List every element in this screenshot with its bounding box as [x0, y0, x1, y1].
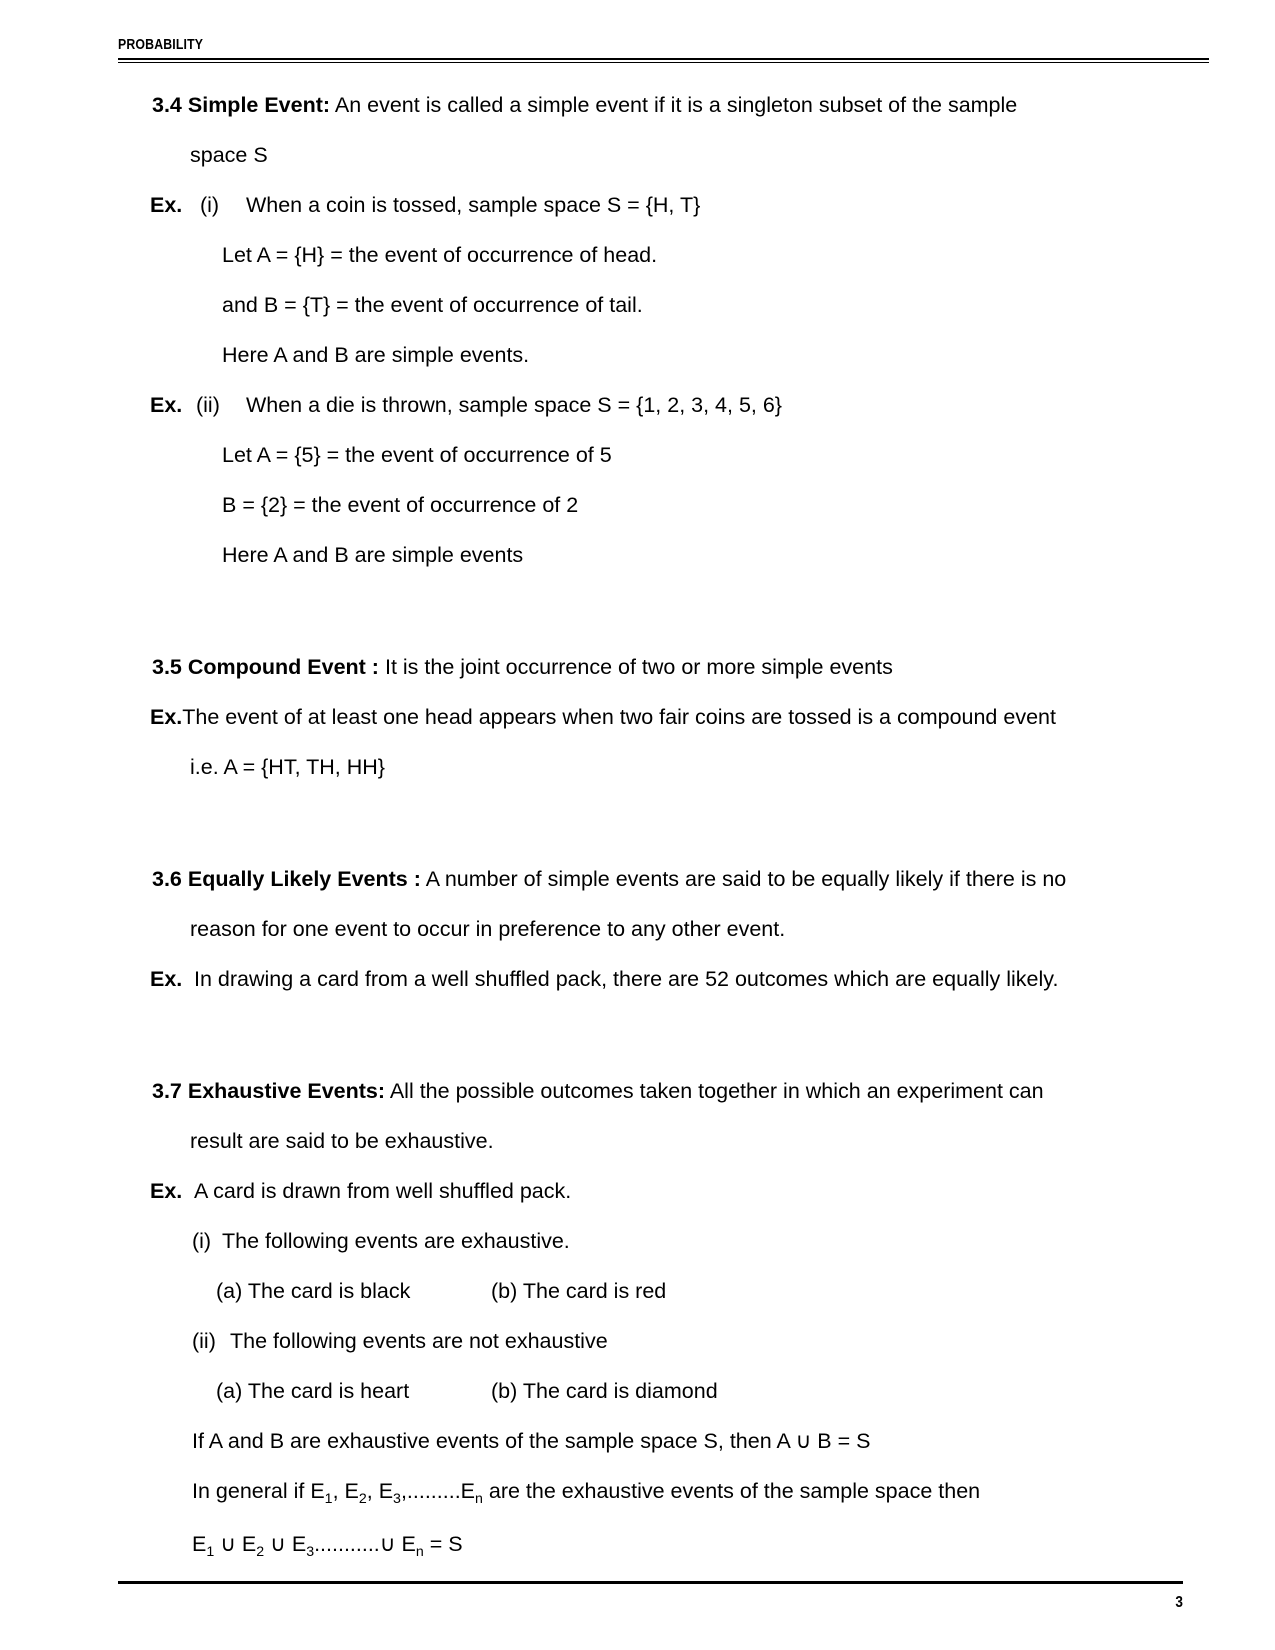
subscript-2: 2	[358, 1490, 367, 1507]
section-3-7-title: Exhaustive Events:	[187, 1079, 386, 1103]
list-option-b: (b) The card is diamond	[491, 1379, 718, 1403]
example-label: Ex.	[150, 1179, 183, 1203]
page-body	[118, 80, 1183, 1572]
section-gap	[118, 792, 1183, 854]
example-3-4-ii	[118, 380, 1183, 430]
list-intro-text: The following events are not exhaustive	[230, 1329, 608, 1353]
example-3-5-detail-1: i.e. A = {HT, TH, HH}	[190, 755, 385, 779]
list-numeral: (i)	[192, 1229, 212, 1253]
section-3-5-heading	[118, 642, 1183, 692]
section-3-7-definition-line1: All the possible outcomes taken together in which an experiment can	[389, 1079, 1044, 1103]
section-3-6-heading	[118, 854, 1183, 904]
example-3-7	[118, 1166, 1183, 1216]
list-numeral: (ii)	[192, 1329, 216, 1353]
page-header	[118, 36, 1183, 66]
example-numeral: (i)	[199, 193, 220, 217]
section-3-5-number: 3.5	[152, 655, 182, 679]
example-statement: The event of at least one head appears when two fair coins are tossed is a compound event	[182, 705, 1056, 729]
section-3-5-definition-line1: It is the joint occurrence of two or more simple events	[384, 655, 893, 679]
subscript-1: 1	[206, 1543, 215, 1560]
two-event-exhaustive-rule: If A and B are exhaustive events of the sample space S, then A ∪ B = S	[192, 1429, 871, 1453]
example-3-4-i-detail-2: and B = {T} = the event of occurrence of tail.	[222, 293, 643, 317]
page-number: 3	[1175, 1594, 1183, 1611]
example-statement: When a coin is tossed, sample space S = {H, T}	[245, 193, 701, 217]
header-divider	[118, 58, 1209, 63]
example-numeral: (ii)	[195, 393, 220, 417]
list-i-options	[118, 1266, 1183, 1316]
example-label: Ex.	[150, 967, 183, 991]
section-3-7-definition-line2: result are said to be exhaustive.	[190, 1129, 494, 1153]
page-footer	[118, 1581, 1183, 1612]
example-label: Ex.	[150, 393, 183, 417]
section-3-4-heading	[118, 80, 1183, 130]
example-3-4-i-detail-3: Here A and B are simple events.	[222, 343, 530, 367]
example-3-4-ii-detail-3: Here A and B are simple events	[222, 543, 524, 567]
section-3-6-definition-line2: reason for one event to occur in preference to any other event.	[190, 917, 786, 941]
section-3-4-definition-line2: space S	[190, 143, 268, 167]
section-3-5-title: Compound Event :	[187, 655, 379, 679]
example-3-4-i-detail-1: Let A = {H} = the event of occurrence of head.	[222, 243, 658, 267]
subscript-n: n	[475, 1490, 483, 1507]
section-3-6-definition-line1: A number of simple events are said to be equally likely if there is no	[425, 867, 1067, 891]
list-i-intro	[118, 1216, 1183, 1266]
subscript-3: 3	[393, 1490, 401, 1507]
subscript-1: 1	[324, 1490, 333, 1507]
example-3-4-ii-detail-1: Let A = {5} = the event of occurrence of 5	[222, 443, 612, 467]
section-3-4-number: 3.4	[152, 93, 182, 117]
example-3-4-i	[118, 180, 1183, 230]
example-3-4-ii-detail-2: B = {2} = the event of occurrence of 2	[222, 493, 579, 517]
section-3-4-title: Simple Event:	[187, 93, 331, 117]
list-intro-text: The following events are exhaustive.	[222, 1229, 570, 1253]
list-option-b: (b) The card is red	[491, 1279, 667, 1303]
footer-divider	[118, 1581, 1183, 1584]
subscript-3: 3	[306, 1543, 315, 1560]
section-3-6-number: 3.6	[152, 867, 182, 891]
example-statement: A card is drawn from well shuffled pack.	[194, 1179, 572, 1203]
example-label: Ex.	[150, 705, 183, 729]
section-3-4-definition-line1: An event is called a simple event if it is a singleton subset of the sample	[334, 93, 1018, 117]
list-option-a: (a) The card is black	[216, 1279, 411, 1303]
example-label: Ex.	[150, 193, 183, 217]
list-ii-options	[118, 1366, 1183, 1416]
example-3-5	[118, 692, 1183, 742]
example-3-6	[118, 954, 1183, 1004]
section-gap	[118, 1004, 1183, 1066]
example-statement: When a die is thrown, sample space S = {1, 2, 3, 4, 5, 6}	[245, 393, 782, 417]
section-gap	[118, 580, 1183, 642]
exhaustive-union-formula: $E_1$ ∪ $E_2$ ∪ $E_3...........\cup$ $E_n = S$	[192, 1532, 463, 1560]
subscript-n: n	[415, 1543, 424, 1560]
example-statement: In drawing a card from a well shuffled pack, there are 52 outcomes which are equally likely.	[194, 967, 1059, 991]
subscript-2: 2	[256, 1543, 265, 1560]
running-head-title: PROBABILITY	[118, 36, 204, 53]
section-3-7-number: 3.7	[152, 1079, 182, 1103]
general-exhaustive-rule: In general if $E_1$, $E_2$, $E_3,.........E_n$ are the exhaustive events of the sample space then	[192, 1479, 981, 1507]
section-3-7-heading	[118, 1066, 1183, 1116]
section-3-6-title: Equally Likely Events :	[187, 867, 421, 891]
list-ii-intro	[118, 1316, 1183, 1366]
list-option-a: (a) The card is heart	[216, 1379, 410, 1403]
